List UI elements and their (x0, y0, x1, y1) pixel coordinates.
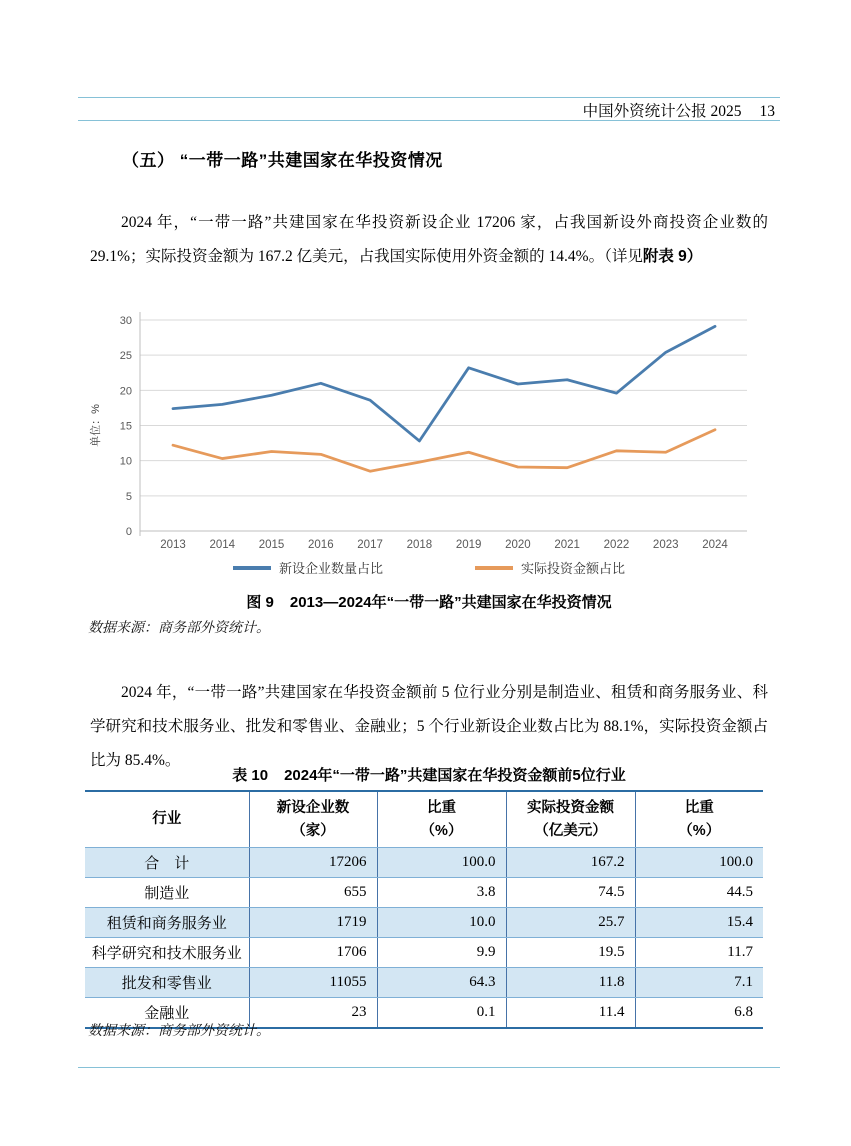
x-tick-label: 2023 (652, 539, 679, 551)
y-tick-label: 20 (119, 385, 132, 398)
table-cell-value: 19.5 (506, 938, 635, 968)
x-tick-label: 2021 (554, 539, 580, 551)
x-tick-label: 2019 (455, 539, 482, 551)
table-cell-value: 7.1 (635, 968, 763, 998)
table-cell-value: 100.0 (377, 848, 506, 878)
source-note-chart: 数据来源：商务部外资统计。 (88, 621, 270, 636)
y-tick-label: 5 (125, 490, 132, 503)
chart-legend (78, 558, 780, 577)
legend-dash-icon (233, 566, 271, 570)
legend-label: 实际投资金额占比 (521, 561, 626, 576)
legend-item (233, 558, 383, 577)
table-cell-industry: 批发和零售业 (85, 968, 249, 998)
table-cell-value: 1719 (249, 908, 377, 938)
section-title: （五） “一带一路”共建国家在华投资情况 (122, 151, 443, 170)
table-cell-value: 11055 (249, 968, 377, 998)
x-tick-label: 2020 (505, 539, 531, 551)
y-tick-label: 25 (119, 350, 132, 363)
table-row (85, 878, 763, 908)
legend-label: 新设企业数量占比 (278, 561, 383, 576)
table-caption (78, 764, 780, 785)
industry-table (85, 790, 763, 1029)
table-column-header: 比重 （%） (635, 791, 763, 848)
page-header (78, 99, 775, 121)
table-column-header: 实际投资金额 （亿美元） (506, 791, 635, 848)
paragraph-1 (90, 206, 768, 274)
figure-caption (78, 591, 780, 612)
x-tick-label: 2017 (357, 539, 383, 551)
footer-rule (78, 1067, 780, 1068)
legend-item (475, 558, 625, 577)
table-caption-label: 表 10 (232, 767, 269, 784)
table-cell-value: 74.5 (506, 878, 635, 908)
table-cell-value: 167.2 (506, 848, 635, 878)
paragraph-1-text: 2024 年，“一带一路”共建国家在华投资新设企业 17206 家，占我国新设外商投资企业数的 29.1%；实际投资金额为 167.2 亿美元，占我国实际使用外资金额的 14.4%。（详见 (90, 214, 768, 265)
table-row (85, 848, 763, 878)
y-tick-label: 0 (125, 526, 132, 538)
x-tick-label: 2018 (406, 539, 433, 551)
figure-caption-text: 2013—2024年“一带一路”共建国家在华投资情况 (289, 594, 612, 611)
header-rule-top (78, 97, 780, 98)
table-cell-industry: 租赁和商务服务业 (85, 908, 249, 938)
table-cell-value: 0.1 (377, 998, 506, 1029)
table-cell-value: 11.8 (506, 968, 635, 998)
table-cell-value: 11.7 (635, 938, 763, 968)
report-title: 中国外资统计公报 2025 (582, 103, 742, 120)
table-cell-value: 25.7 (506, 908, 635, 938)
figure-caption-label: 图 9 (246, 594, 274, 611)
table-cell-value: 655 (249, 878, 377, 908)
table-row (85, 938, 763, 968)
page-number: 13 (759, 103, 775, 120)
y-axis-title: 单位：% (90, 404, 102, 447)
table-caption-text: 2024年“一带一路”共建国家在华投资金额前5位行业 (284, 767, 626, 784)
line-chart (78, 304, 780, 556)
table-column-header: 比重 （%） (377, 791, 506, 848)
y-tick-label: 30 (119, 315, 132, 327)
table-cell-value: 11.4 (506, 998, 635, 1029)
paragraph-2: 2024 年，“一带一路”共建国家在华投资金额前 5 位行业分别是制造业、租赁和商务服务业、科学研究和技术服务业、批发和零售业、金融业；5 个行业新设企业数占比为 88.1%，实际投资金额占比为 85.4%。 (90, 684, 768, 769)
table-cell-value: 23 (249, 998, 377, 1029)
table-cell-value: 64.3 (377, 968, 506, 998)
table-cell-value: 44.5 (635, 878, 763, 908)
x-tick-label: 2015 (258, 539, 285, 551)
table-cell-value: 9.9 (377, 938, 506, 968)
x-tick-label: 2022 (603, 539, 630, 551)
x-tick-label: 2016 (308, 539, 334, 551)
table-row (85, 908, 763, 938)
header-rule-bottom (78, 120, 780, 121)
table-header (85, 791, 763, 848)
y-tick-label: 10 (119, 455, 132, 468)
table-cell-industry: 制造业 (85, 878, 249, 908)
table-cell-value: 15.4 (635, 908, 763, 938)
source-note-table: 数据来源：商务部外资统计。 (88, 1024, 270, 1039)
series-line-1 (173, 430, 715, 471)
table-column-header: 行业 (85, 791, 249, 848)
legend-dash-icon (475, 566, 513, 570)
x-tick-label: 2014 (209, 539, 236, 551)
table-cell-value: 100.0 (635, 848, 763, 878)
appendix-reference: 附表 9） (642, 248, 703, 265)
table-cell-value: 17206 (249, 848, 377, 878)
table-cell-industry: 合 计 (85, 848, 249, 878)
table-header-row (85, 791, 763, 848)
table-cell-value: 3.8 (377, 878, 506, 908)
table-cell-industry: 科学研究和技术服务业 (85, 938, 249, 968)
table-column-header: 新设企业数 （家） (249, 791, 377, 848)
table-cell-industry: 金融业 (144, 1006, 190, 1022)
table-cell-value: 6.8 (635, 998, 763, 1029)
x-tick-label: 2013 (160, 539, 186, 551)
y-tick-label: 15 (119, 420, 132, 433)
table-cell-value: 1706 (249, 938, 377, 968)
series-line-0 (173, 326, 715, 441)
table-row (85, 968, 763, 998)
x-tick-label: 2024 (702, 539, 728, 551)
table-cell-value: 10.0 (377, 908, 506, 938)
